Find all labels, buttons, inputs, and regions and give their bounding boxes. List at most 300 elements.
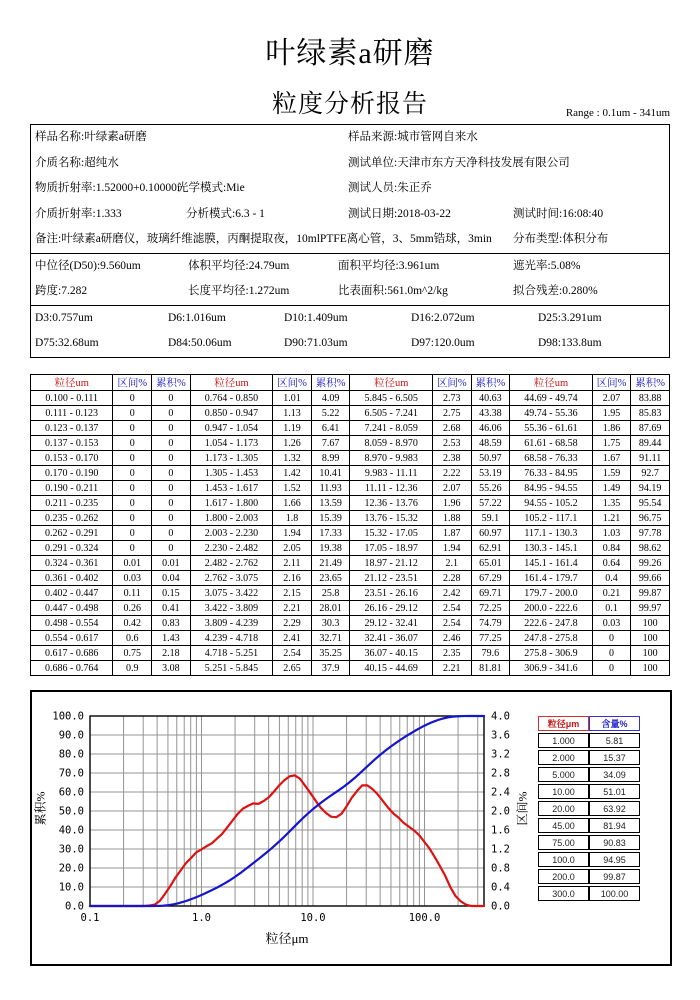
table-cell: 2.762 - 3.075 [190, 571, 272, 586]
table-cell: 1.617 - 1.800 [190, 496, 272, 511]
table-cell: 99.97 [631, 601, 670, 616]
length-mean: 长度平均径:1.272um [188, 285, 290, 297]
size-column-header: 粒径um [190, 375, 272, 391]
side-table-row [538, 750, 640, 765]
table-cell: 2.54 [273, 646, 312, 661]
d75-value: D75:32.68um [35, 337, 99, 349]
table-row [31, 511, 670, 526]
table-cell: 0.170 - 0.190 [31, 466, 113, 481]
left-axis-title: 累积% [33, 791, 48, 826]
table-row [31, 421, 670, 436]
cumulative-column-header: 累积% [471, 375, 510, 391]
cumulative-column-header: 累积% [631, 375, 670, 391]
table-cell: 1.8 [273, 511, 312, 526]
report-title: 叶绿素a研磨 [265, 37, 435, 70]
specific-surface-area: 比表面积:561.0m^2/kg [338, 285, 448, 297]
d90-value: D90:71.03um [284, 337, 348, 349]
table-cell: 1.26 [273, 436, 312, 451]
table-cell: 1.87 [432, 526, 471, 541]
right-axis-tick: 4.0 [491, 710, 510, 723]
table-cell: 65.01 [471, 556, 510, 571]
table-cell: 1.054 - 1.173 [190, 436, 272, 451]
side-table-row [538, 852, 640, 867]
table-cell: 81.81 [471, 661, 510, 676]
table-cell: 18.97 - 21.12 [350, 556, 432, 571]
table-cell: 79.6 [471, 646, 510, 661]
table-cell: 1.42 [273, 466, 312, 481]
analysis-mode: 分析模式:6.3 - 1 [186, 207, 265, 220]
sample-name: 样品名称:叶绿素a研磨 [35, 131, 147, 143]
table-cell: 2.16 [273, 571, 312, 586]
table-cell: 100 [631, 631, 670, 646]
table-cell: 117.1 - 130.3 [510, 526, 592, 541]
right-axis-tick: 3.2 [491, 748, 510, 761]
table-cell: 1.800 - 2.003 [190, 511, 272, 526]
table-cell: 0.21 [592, 586, 631, 601]
table-cell: 105.2 - 117.1 [510, 511, 592, 526]
table-cell: 12.36 - 13.76 [350, 496, 432, 511]
size-column-header: 粒径um [510, 375, 592, 391]
table-cell: 0 [113, 391, 152, 406]
table-cell: 1.86 [592, 421, 631, 436]
table-cell: 5.845 - 6.505 [350, 391, 432, 406]
table-cell: 1.13 [273, 406, 312, 421]
table-cell: 2.65 [273, 661, 312, 676]
table-cell: 15.32 - 17.05 [350, 526, 432, 541]
size-column-header: 粒径um [31, 375, 113, 391]
side-table-row [538, 801, 640, 816]
table-row [31, 601, 670, 616]
table-cell: 84.95 - 94.55 [510, 481, 592, 496]
x-axis-title: 粒径μm [265, 931, 309, 946]
table-cell: 0 [152, 466, 191, 481]
table-cell: 35.25 [311, 646, 350, 661]
left-axis-tick: 90.0 [58, 729, 84, 742]
median-d50: 中位径(D50):9.560um [35, 259, 141, 272]
table-cell: 6.505 - 7.241 [350, 406, 432, 421]
table-cell: 0.4 [592, 571, 631, 586]
table-cell: 0.153 - 0.170 [31, 451, 113, 466]
table-cell: 0.111 - 0.123 [31, 406, 113, 421]
table-cell: 200.0 - 222.6 [510, 601, 592, 616]
table-cell: 2.07 [432, 481, 471, 496]
table-cell: 13.59 [311, 496, 350, 511]
table-cell: 1.32 [273, 451, 312, 466]
side-table-cell: 5.000 [538, 767, 589, 782]
table-cell: 2.07 [592, 391, 631, 406]
table-cell: 0.211 - 0.235 [31, 496, 113, 511]
table-cell: 48.59 [471, 436, 510, 451]
table-cell: 2.35 [432, 646, 471, 661]
table-cell: 0.01 [152, 556, 191, 571]
side-table-cell: 45.00 [538, 818, 589, 833]
table-cell: 0.75 [113, 646, 152, 661]
table-cell: 1.03 [592, 526, 631, 541]
interval-column-header: 区间% [592, 375, 631, 391]
table-cell: 72.25 [471, 601, 510, 616]
tester: 测试人员:朱正乔 [348, 182, 432, 194]
table-cell: 0 [113, 466, 152, 481]
table-cell: 1.95 [592, 406, 631, 421]
table-cell: 95.54 [631, 496, 670, 511]
table-cell: 0 [152, 526, 191, 541]
x-axis-tick: 1.0 [192, 912, 211, 924]
table-cell: 67.29 [471, 571, 510, 586]
table-cell: 11.93 [311, 481, 350, 496]
table-cell: 0.764 - 0.850 [190, 391, 272, 406]
table-cell: 3.422 - 3.809 [190, 601, 272, 616]
table-row [31, 466, 670, 481]
d84-value: D84:50.06um [168, 337, 232, 349]
side-table-body [538, 733, 640, 901]
table-cell: 161.4 - 179.7 [510, 571, 592, 586]
table-cell: 46.06 [471, 421, 510, 436]
table-cell: 2.11 [273, 556, 312, 571]
table-cell: 98.62 [631, 541, 670, 556]
table-cell: 2.68 [432, 421, 471, 436]
table-cell: 0.324 - 0.361 [31, 556, 113, 571]
table-cell: 2.21 [273, 601, 312, 616]
table-cell: 87.69 [631, 421, 670, 436]
table-cell: 21.49 [311, 556, 350, 571]
right-axis-tick: 2.0 [491, 805, 510, 818]
test-org: 测试单位:天津市东方天净科技发展有限公司 [348, 156, 570, 169]
table-cell: 0 [152, 541, 191, 556]
side-table-cell: 100.0 [538, 852, 589, 867]
side-table-row [538, 886, 640, 901]
table-cell: 0 [113, 421, 152, 436]
d97-value: D97:120.0um [411, 337, 475, 349]
left-axis-tick: 0.0 [65, 900, 84, 913]
table-cell: 0 [152, 436, 191, 451]
side-table-cell: 63.92 [589, 801, 640, 816]
test-time: 测试时间:16:08:40 [513, 207, 604, 220]
table-row [31, 391, 670, 406]
table-cell: 2.230 - 2.482 [190, 541, 272, 556]
table-cell: 68.58 - 76.33 [510, 451, 592, 466]
table-cell: 97.78 [631, 526, 670, 541]
table-row [31, 496, 670, 511]
side-table-cell: 2.000 [538, 750, 589, 765]
table-cell: 2.1 [432, 556, 471, 571]
table-cell: 1.67 [592, 451, 631, 466]
table-cell: 99.87 [631, 586, 670, 601]
table-cell: 2.54 [432, 601, 471, 616]
d25-value: D25:3.291um [538, 311, 602, 324]
table-cell: 2.15 [273, 586, 312, 601]
size-table-header-row [31, 375, 670, 391]
table-cell: 55.26 [471, 481, 510, 496]
table-cell: 1.94 [273, 526, 312, 541]
table-cell: 0 [113, 436, 152, 451]
table-cell: 2.54 [432, 616, 471, 631]
side-table-size-header: 粒径μm [538, 716, 589, 731]
left-axis-tick: 80.0 [58, 748, 84, 761]
table-cell: 8.970 - 9.983 [350, 451, 432, 466]
table-cell: 99.26 [631, 556, 670, 571]
table-cell: 0.6 [113, 631, 152, 646]
table-cell: 8.99 [311, 451, 350, 466]
right-axis-tick: 0.8 [491, 862, 510, 875]
table-cell: 40.15 - 44.69 [350, 661, 432, 676]
table-cell: 4.718 - 5.251 [190, 646, 272, 661]
table-cell: 0 [152, 496, 191, 511]
table-cell: 0.617 - 0.686 [31, 646, 113, 661]
table-cell: 0.26 [113, 601, 152, 616]
report-subtitle: 粒度分析报告 [271, 91, 428, 118]
table-cell: 53.19 [471, 466, 510, 481]
table-row [31, 571, 670, 586]
table-cell: 30.3 [311, 616, 350, 631]
table-cell: 1.94 [432, 541, 471, 556]
left-axis-tick: 50.0 [58, 805, 84, 818]
table-cell: 0.11 [113, 586, 152, 601]
table-cell: 0.84 [592, 541, 631, 556]
table-cell: 0 [113, 511, 152, 526]
size-distribution-table [30, 374, 670, 676]
size-table-body [31, 391, 670, 676]
side-table-cell: 34.09 [589, 767, 640, 782]
table-cell: 69.71 [471, 586, 510, 601]
table-cell: 5.251 - 5.845 [190, 661, 272, 676]
left-axis-tick: 100.0 [52, 710, 84, 723]
table-cell: 0 [113, 541, 152, 556]
table-cell: 247.8 - 275.8 [510, 631, 592, 646]
table-cell: 2.46 [432, 631, 471, 646]
table-cell: 1.01 [273, 391, 312, 406]
x-axis-tick: 100.0 [408, 912, 441, 924]
side-table-content-header: 含量% [589, 716, 640, 731]
table-cell: 2.22 [432, 466, 471, 481]
table-cell: 0.15 [152, 586, 191, 601]
side-table-row [538, 767, 640, 782]
right-axis-tick: 2.4 [491, 786, 510, 799]
side-table-cell: 100.00 [589, 886, 640, 901]
table-cell: 0.03 [113, 571, 152, 586]
table-cell: 0.190 - 0.211 [31, 481, 113, 496]
table-cell: 1.453 - 1.617 [190, 481, 272, 496]
fit-residual: 拟合残差:0.280% [513, 285, 598, 297]
table-cell: 49.74 - 55.36 [510, 406, 592, 421]
table-cell: 17.05 - 18.97 [350, 541, 432, 556]
table-cell: 1.35 [592, 496, 631, 511]
table-cell: 0.402 - 0.447 [31, 586, 113, 601]
table-row [31, 451, 670, 466]
remark: 备注:叶绿素a研磨仪，玻璃纤维滤膜，丙酮提取夜，10mlPTFE离心管，3、5mm锆球，3min [35, 233, 492, 245]
table-cell: 2.29 [273, 616, 312, 631]
table-cell: 2.18 [152, 646, 191, 661]
interval-column-header: 区间% [273, 375, 312, 391]
table-cell: 96.75 [631, 511, 670, 526]
table-row [31, 436, 670, 451]
table-cell: 1.59 [592, 466, 631, 481]
table-cell: 306.9 - 341.6 [510, 661, 592, 676]
sample-info-section [31, 125, 669, 253]
table-cell: 0.42 [113, 616, 152, 631]
table-cell: 0.947 - 1.054 [190, 421, 272, 436]
table-cell: 40.63 [471, 391, 510, 406]
table-cell: 130.3 - 145.1 [510, 541, 592, 556]
table-row [31, 646, 670, 661]
table-cell: 0 [152, 406, 191, 421]
table-row [31, 481, 670, 496]
table-cell: 23.51 - 26.16 [350, 586, 432, 601]
distribution-chart [30, 690, 672, 966]
table-cell: 17.33 [311, 526, 350, 541]
test-date: 测试日期:2018-03-22 [348, 207, 451, 220]
table-cell: 0.100 - 0.111 [31, 391, 113, 406]
table-cell: 92.7 [631, 466, 670, 481]
table-cell: 74.79 [471, 616, 510, 631]
range-label: Range : 0.1um - 341um [565, 107, 670, 119]
table-cell: 0 [113, 481, 152, 496]
side-table-cell: 51.01 [589, 784, 640, 799]
medium-name: 介质名称:超纯水 [35, 156, 119, 169]
table-cell: 0 [113, 496, 152, 511]
table-cell: 1.305 - 1.453 [190, 466, 272, 481]
table-cell: 100 [631, 616, 670, 631]
side-table-row [538, 835, 640, 850]
table-cell: 1.49 [592, 481, 631, 496]
table-cell: 2.38 [432, 451, 471, 466]
side-table-cell: 99.87 [589, 869, 640, 884]
side-table-cell: 90.83 [589, 835, 640, 850]
table-row [31, 616, 670, 631]
table-cell: 5.22 [311, 406, 350, 421]
right-axis-tick: 0.4 [491, 881, 510, 894]
table-cell: 3.075 - 3.422 [190, 586, 272, 601]
side-table-cell: 1.000 [538, 733, 589, 748]
table-cell: 0 [152, 391, 191, 406]
table-cell: 0 [113, 451, 152, 466]
table-cell: 7.241 - 8.059 [350, 421, 432, 436]
table-cell: 2.21 [432, 661, 471, 676]
table-cell: 61.61 - 68.58 [510, 436, 592, 451]
material-refractive-index: 物质折射率:1.52000+0.10000i [35, 182, 181, 194]
table-cell: 2.53 [432, 436, 471, 451]
dvalues-section [31, 305, 669, 357]
table-cell: 91.11 [631, 451, 670, 466]
side-table-row [538, 733, 640, 748]
table-cell: 94.55 - 105.2 [510, 496, 592, 511]
left-axis-tick: 30.0 [58, 843, 84, 856]
table-row [31, 556, 670, 571]
table-cell: 36.07 - 40.15 [350, 646, 432, 661]
table-cell: 0 [152, 451, 191, 466]
table-cell: 100 [631, 661, 670, 676]
side-table-cell: 5.81 [589, 733, 640, 748]
table-cell: 77.25 [471, 631, 510, 646]
table-cell: 1.52 [273, 481, 312, 496]
table-cell: 0 [592, 631, 631, 646]
side-table-cell: 20.00 [538, 801, 589, 816]
table-cell: 0.1 [592, 601, 631, 616]
table-cell: 37.9 [311, 661, 350, 676]
table-cell: 32.71 [311, 631, 350, 646]
table-cell: 8.059 - 8.970 [350, 436, 432, 451]
table-cell: 0.235 - 0.262 [31, 511, 113, 526]
obscuration: 遮光率:5.08% [513, 259, 581, 272]
table-cell: 4.09 [311, 391, 350, 406]
side-table-row [538, 818, 640, 833]
table-cell: 32.41 - 36.07 [350, 631, 432, 646]
table-cell: 2.41 [273, 631, 312, 646]
cumulative-column-header: 累积% [311, 375, 350, 391]
table-cell: 222.6 - 247.8 [510, 616, 592, 631]
side-table-cell: 81.94 [589, 818, 640, 833]
side-table-cell: 15.37 [589, 750, 640, 765]
info-box [30, 124, 670, 358]
right-axis-tick: 3.6 [491, 729, 510, 742]
table-row [31, 586, 670, 601]
table-cell: 6.41 [311, 421, 350, 436]
distribution-type: 分布类型:体积分布 [513, 233, 609, 245]
table-cell: 55.36 - 61.61 [510, 421, 592, 436]
table-cell: 100 [631, 646, 670, 661]
table-cell: 0.64 [592, 556, 631, 571]
table-row [31, 526, 670, 541]
table-cell: 2.75 [432, 406, 471, 421]
table-cell: 0.123 - 0.137 [31, 421, 113, 436]
table-cell: 2.73 [432, 391, 471, 406]
percentile-side-table [538, 714, 640, 903]
table-cell: 0.262 - 0.291 [31, 526, 113, 541]
left-axis-tick: 60.0 [58, 786, 84, 799]
x-axis-tick: 0.1 [80, 912, 100, 924]
table-cell: 89.44 [631, 436, 670, 451]
table-cell: 19.38 [311, 541, 350, 556]
table-cell: 179.7 - 200.0 [510, 586, 592, 601]
table-cell: 0.41 [152, 601, 191, 616]
left-axis-tick: 20.0 [58, 862, 84, 875]
table-row [31, 541, 670, 556]
table-cell: 0 [152, 421, 191, 436]
x-axis-tick: 10.0 [300, 912, 326, 924]
table-cell: 1.19 [273, 421, 312, 436]
d3-value: D3:0.757um [35, 311, 93, 324]
table-cell: 29.12 - 32.41 [350, 616, 432, 631]
table-cell: 2.05 [273, 541, 312, 556]
table-cell: 0 [592, 661, 631, 676]
table-cell: 23.65 [311, 571, 350, 586]
table-cell: 0.01 [113, 556, 152, 571]
table-cell: 0.137 - 0.153 [31, 436, 113, 451]
interval-column-header: 区间% [432, 375, 471, 391]
table-cell: 1.173 - 1.305 [190, 451, 272, 466]
table-cell: 50.97 [471, 451, 510, 466]
side-table-cell: 10.00 [538, 784, 589, 799]
table-cell: 4.239 - 4.718 [190, 631, 272, 646]
table-row [31, 406, 670, 421]
table-cell: 11.11 - 12.36 [350, 481, 432, 496]
sample-source: 样品来源:城市管网自来水 [348, 131, 478, 143]
table-cell: 59.1 [471, 511, 510, 526]
side-table-cell: 300.0 [538, 886, 589, 901]
right-axis-title: 区间% [515, 791, 530, 826]
summary-section [31, 253, 669, 305]
optical-mode: 光学模式:Mie [177, 182, 245, 194]
side-table-cell: 75.00 [538, 835, 589, 850]
table-cell: 1.96 [432, 496, 471, 511]
table-cell: 0 [113, 406, 152, 421]
left-axis-tick: 70.0 [58, 767, 84, 780]
table-cell: 2.42 [432, 586, 471, 601]
table-cell: 145.1 - 161.4 [510, 556, 592, 571]
table-cell: 3.08 [152, 661, 191, 676]
span-value: 跨度:7.282 [35, 285, 88, 297]
table-row [31, 661, 670, 676]
d10-value: D10:1.409um [284, 311, 348, 324]
